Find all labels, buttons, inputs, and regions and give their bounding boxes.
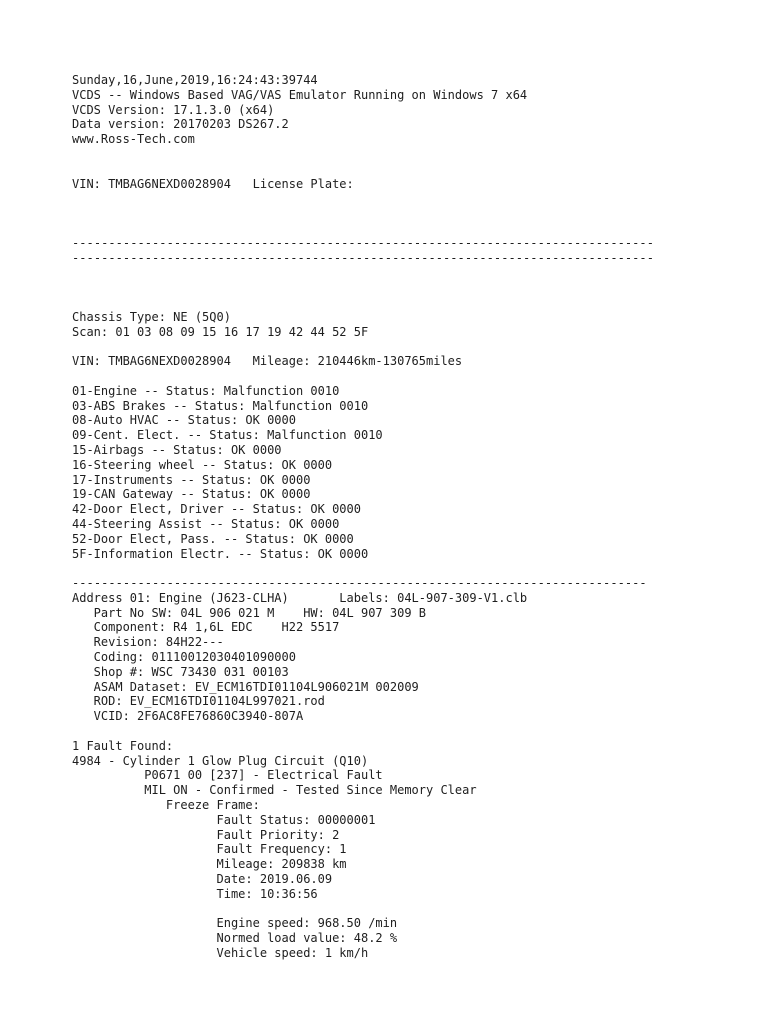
vin-license-line: VIN: TMBAG6NEXD0028904 License Plate: [72,176,354,191]
address-detail-line: VCID: 2F6AC8FE76860C3940-807A [72,709,304,724]
vin-mileage-line: VIN: TMBAG6NEXD0028904 Mileage: 210446km-130765miles [72,354,463,369]
module-status-item: 01-Engine -- Status: Malfunction 0010 [72,383,340,398]
environment-line: Engine speed: 968.50 /min [72,916,398,931]
freeze-frame-heading: Freeze Frame: [72,798,260,813]
module-status-item: 52-Door Elect, Pass. -- Status: OK 0000 [72,531,354,546]
spacer [72,206,762,221]
module-status-item: 09-Cent. Elect. -- Status: Malfunction 0010 [72,428,383,443]
address-detail-line: Component: R4 1,6L EDC H22 5517 [72,620,340,635]
spacer [72,295,762,310]
module-status-list [72,384,762,562]
version-line: VCDS Version: 17.1.3.0 (x64) [72,102,275,117]
address-detail-line: ASAM Dataset: EV_ECM16TDI01104L906021M 002009 [72,679,419,694]
address-detail-line: ROD: EV_ECM16TDI01104L997021.rod [72,694,325,709]
website-line: www.Ross-Tech.com [72,132,195,147]
spacer [72,724,762,739]
spacer [72,339,762,354]
fault-count: 1 Fault Found: [72,738,174,753]
scan-timestamp: Sunday,16,June,2019,16:24:43:39744 [72,73,318,87]
address-detail-line: Shop #: WSC 73430 031 00103 [72,664,289,679]
address-block [72,591,762,724]
chassis-type-line: Chassis Type: NE (5Q0) [72,309,231,324]
fault-detail-line: MIL ON - Confirmed - Tested Since Memory Clear [72,783,477,798]
spacer [72,191,762,206]
freeze-frame-line: Fault Priority: 2 [72,827,340,842]
module-status-item: 42-Door Elect, Driver -- Status: OK 0000 [72,502,361,517]
address-title: Address 01: Engine (J623-CLHA) Labels: 04L-907-309-V1.clb [72,590,528,605]
spacer [72,147,762,162]
module-status-item: 17-Instruments -- Status: OK 0000 [72,472,311,487]
freeze-frame-line: Date: 2019.06.09 [72,872,333,887]
environment-line: Vehicle speed: 1 km/h [72,946,369,961]
data-version-line: Data version: 20170203 DS267.2 [72,117,289,132]
module-status-item: 16-Steering wheel -- Status: OK 0000 [72,457,333,472]
address-detail-line: Part No SW: 04L 906 021 M HW: 04L 907 309 B [72,605,427,620]
separator-line: ------------------------------------------------------------------------------- [72,576,647,591]
spacer [72,369,762,384]
scan-modules-line: Scan: 01 03 08 09 15 16 17 19 42 44 52 5F [72,324,369,339]
freeze-frame-line: Mileage: 209838 km [72,857,347,872]
spacer [72,902,762,917]
address-detail-line: Coding: 01110012030401090000 [72,650,296,665]
product-line: VCDS -- Windows Based VAG/VAS Emulator Running on Windows 7 x64 [72,87,528,102]
spacer [72,561,762,576]
module-status-item: 44-Steering Assist -- Status: OK 0000 [72,516,340,531]
vcds-scan-report [72,73,762,961]
freeze-frame-line: Fault Status: 00000001 [72,812,376,827]
spacer [72,280,762,295]
spacer [72,265,762,280]
module-status-item: 03-ABS Brakes -- Status: Malfunction 0010 [72,398,369,413]
separator-line: -------------------------------------------------------------------------------- [72,250,654,265]
spacer [72,162,762,177]
spacer [72,221,762,236]
fault-detail-line: P0671 00 [237] - Electrical Fault [72,768,383,783]
module-status-item: 15-Airbags -- Status: OK 0000 [72,442,282,457]
module-status-item: 19-CAN Gateway -- Status: OK 0000 [72,487,311,502]
environment-line: Normed load value: 48.2 % [72,931,398,946]
module-status-item: 08-Auto HVAC -- Status: OK 0000 [72,413,296,428]
freeze-frame-line: Time: 10:36:56 [72,886,318,901]
fault-block [72,739,762,961]
fault-code: 4984 - Cylinder 1 Glow Plug Circuit (Q10) [72,753,369,768]
separator-line: -------------------------------------------------------------------------------- [72,235,654,250]
address-detail-line: Revision: 84H22--- [72,635,224,650]
freeze-frame-line: Fault Frequency: 1 [72,842,347,857]
module-status-item: 5F-Information Electr. -- Status: OK 0000 [72,546,369,561]
